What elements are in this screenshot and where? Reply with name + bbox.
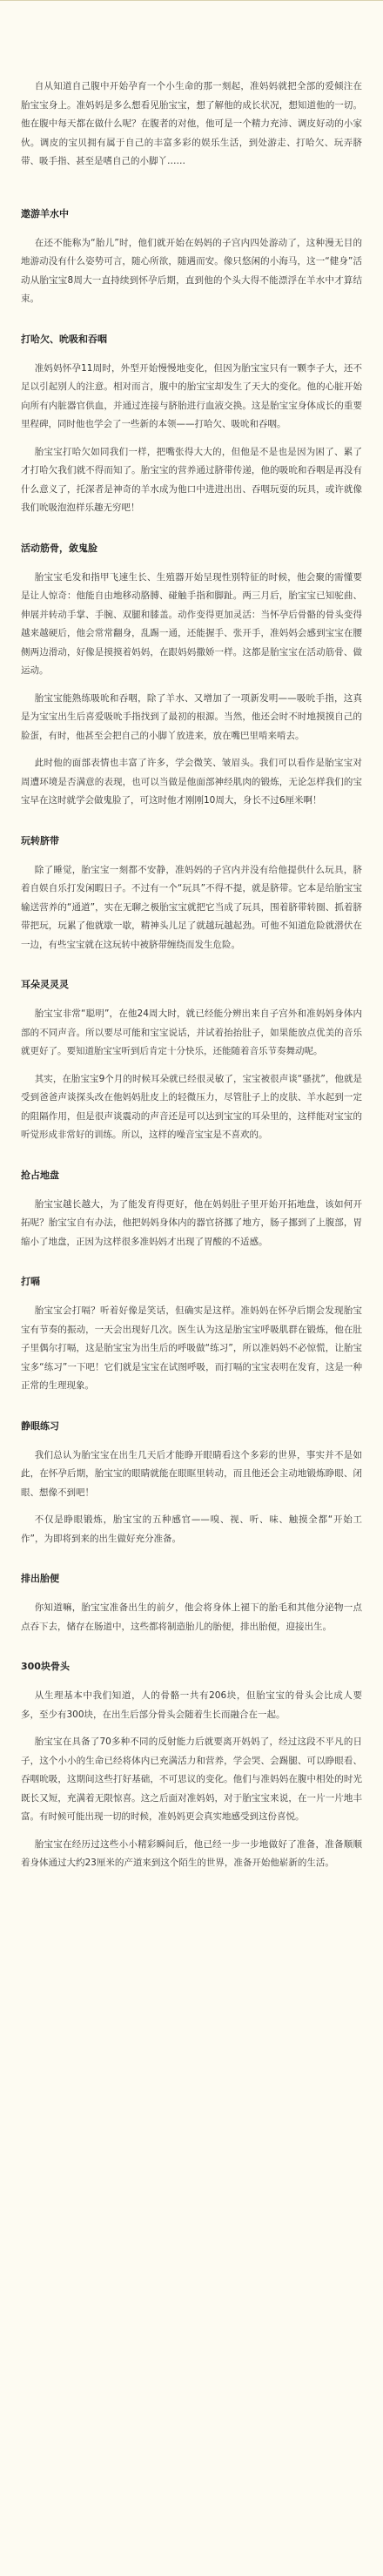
section-paragraph: 胎宝宝在经历过这些小小精彩瞬间后，他已经一步一步地做好了准备，准备顺顺着身体通过大约23厘米的产道来到这个陌生的世界，准备开始他崭新的生活。 (21, 1838, 362, 1868)
section-paragraph: 胎宝宝在具备了70多种不同的反射能力后就要离开妈妈了，经过这段不平凡的日子，这个小小的生命已经将体内已充满活力和营养，学会哭、会踢腿、可以睁眼看、吞咽吮吸，这期间这些打好基础，不可思议的变化。他们与准妈妈在腹中相处的时光既长又短，充满着无限惊喜。这之后面对准妈妈，对于胎宝宝来说，在一片一片地丰富。有时候可能出现一切的时候，准妈妈更会真实地感受到这份喜悦。 (21, 1736, 362, 1822)
section-yawn (21, 332, 362, 518)
section-paragraph: 胎宝宝毛发和指甲飞速生长、生殖器开始呈现性别特征的时候，他会聚的需懂要是让人惊奇：他能自由地移动胳膊、碰触手指和脚趾。两三月后，胎宝宝已知驼曲、伸展并转动手掌、手腕、双腿和膝盖。动作变得更加灵活：当怀孕后骨骼的骨头变得越来越硬后，他会常常翻身，乱踢一通，还能握手、张开手，准妈妈会感到宝宝在腰侧两边滑动，好像是摸摸着妈妈，在跟妈妈撒娇一样。这都是胎宝宝在活动筋骨、做运动。 (21, 571, 362, 676)
section-paragraph: 胎宝宝越长越大，为了能发育得更好，他在妈妈肚子里开始开拓地盘，该如何开拓呢？胎宝宝自有办法，他把妈妈身体内的器官挤挪了地方，肠子挪到了上腹部，胃缩小了地盘，正因为这样很多准妈妈才出现了胃酸的不适感。 (21, 1198, 362, 1247)
section-title: 玩转脐带 (21, 834, 59, 846)
section-title: 静眼练习 (21, 1419, 59, 1432)
section-title: 抢占地盘 (21, 1169, 59, 1181)
section-title: 打哈欠、吮吸和吞咽 (21, 333, 107, 345)
section-title: 打嗝 (21, 1276, 40, 1287)
section-paragraph: 胎宝宝打哈欠如同我们一样，把嘴张得大大的，但他是不是也是因为困了、累了才打哈欠我们就不得而知了。胎宝宝的营养通过脐带传递，他的吸吮和吞咽是再没有什么意义了，托深者是神奇的羊水成为他口中进进出出、吞咽玩耍的玩具，或许就像我们吮吸泡泡样乐趣无穷吧！ (21, 446, 362, 513)
section-bones (21, 1659, 362, 1873)
section-title: 遨游羊水中 (21, 207, 69, 219)
section-exercise (21, 541, 362, 811)
section-title: 排出胎便 (21, 1573, 59, 1584)
section-space (21, 1168, 362, 1252)
section-hiccup (21, 1274, 362, 1396)
section-paragraph: 胎宝宝非常“聪明”，在他24周大时，就已经能分辨出来自子宫外和准妈妈身体内部的不同声音。所以要尽可能和宝宝说话，并试着抬抬肚子，如果能放点优美的音乐就更好了。要知道胎宝宝听到后肯定十分快乐，还能随着音乐节奏舞动呢。 (21, 1008, 362, 1056)
section-paragraph: 不仅是睁眼锻炼，胎宝宝的五种感官——嗅、视、听、味、触摸全都“开始工作”，为即将到来的出生做好充分准备。 (21, 1514, 362, 1544)
section-umbilical (21, 833, 362, 955)
section-paragraph: 除了睡觉，胎宝宝一刻都不安静，准妈妈的子宫内并没有给他提供什么玩具，脐着自娱自乐打发闲暇日子。不过有一个“玩具”不得不提，就是脐带。它本是给胎宝宝输送营养的“通道”，实在无聊之极胎宝宝就把它当成了玩具，围着脐带转圈、抓着脐带把玩，玩累了他就歇一歇，精神头儿足了就越玩越起劲。可他不知道危险就潜伏在一边，有些宝宝就在这玩转中被脐带缠绕而发生危险。 (21, 864, 362, 950)
section-paragraph: 准妈妈怀孕11周时，外型开始慢慢地变化，但因为胎宝宝只有一颗李子大，还不足以引起别人的注意。相对而言，腹中的胎宝宝却发生了天大的变化。他的心脏开始向所有内脏器官供血，并通过连接与脐胎进行血液交换。这是胎宝宝身体成长的重要里程碑，同时他也学会了一些新的本领——打哈欠、吸吮和吞咽。 (21, 362, 362, 429)
section-paragraph: 此时他的面部表情也丰富了许多，学会微笑、皱眉头。我们可以看作是胎宝宝对周遭环境是否满意的表现，也可以当做是他面部神经肌肉的锻炼，无论怎样我们的宝宝早在这时就学会做鬼脸了，可这时他才刚刚10周大，身长不过6厘米啊！ (21, 758, 362, 806)
section-paragraph: 胎宝宝会打嗝？听着好像是笑话，但确实是这样。准妈妈在怀孕后期会发现胎宝宝有节奏的振动，一天会出现好几次。医生认为这是胎宝宝呼吸肌群在锻炼，他在肚子里偶尔打嗝，这是胎宝宝为出生后的呼吸做“练习”，所以准妈妈不必惊慌，让胎宝宝多“练习”一下吧！它们就是宝宝在试图呼吸，而打嗝的宝宝表明在发育，这是一种正常的生理现象。 (21, 1305, 362, 1391)
section-title: 耳朵灵灵灵 (21, 979, 69, 990)
section-paragraph: 我们总认为胎宝宝在出生几天后才能睁开眼睛看这个多彩的世界，事实并不是如此，在怀孕后期，胎宝宝的眼睛就能在眼眶里转动，而且他还会主动地锻炼睁眼、闭眼、想像不到吧！ (21, 1449, 362, 1498)
section-hearing (21, 977, 362, 1145)
section-meconium (21, 1571, 362, 1636)
section-title: 活动筋骨，敛鬼脸 (21, 542, 97, 554)
section-paragraph: 在还不能称为“胎儿”时，他们就开始在妈妈的子宫内四处游动了，这种漫无目的地游动没有什么姿势可言，随心所欲，随遇而安。像只悠闲的小海马，这一“健身”活动从胎宝宝8周大一直持续到怀孕后期，直到他的个头大得不能漂浮在羊水中才算结束。 (21, 237, 362, 304)
section-swim (21, 206, 362, 309)
section-paragraph: 其实，在胎宝宝9个月的时候耳朵就已经很灵敏了，宝宝被很声谈“骚扰”，他就是受到爸爸声谈探头改在他妈妈肚皮上的轻微压力，尽管肚子上的皮肤、羊水起到一定的阻隔作用，但是很声谈震动的声音还是可以达到宝宝的耳朵里的，这样能对宝宝的听觉形成非常好的训练。所以，这样的噪音宝宝是不喜欢的。 (21, 1073, 362, 1140)
section-paragraph: 从生理基本中我们知道，人的骨骼一共有206块，但胎宝宝的骨头会比成人要多，至少有300块，在出生后部分骨头会随着生长而融合在一起。 (21, 1690, 362, 1720)
section-paragraph: 你知道嘛，胎宝宝准备出生的前夕，他会将身体上褪下的胎毛和其他分泌物一点点吞下去，储存在肠道中，这些都将制造胎儿的胎便，排出胎便，迎接出生。 (21, 1602, 362, 1632)
section-title: 300块骨头 (21, 1661, 70, 1672)
intro-paragraph: 自从知道自己腹中开始孕育一个小生命的那一刻起，准妈妈就把全部的爱倾注在胎宝宝身上。准妈妈是多么想看见胎宝宝，想了解他的成长状况，想知道他的一切。他在腹中每天都在做什么呢？在腹者的对他，他可是一个精力充沛、调皮好动的小家伙。调皮的宝贝拥有属于自己的丰富多彩的娱乐生活，到处游走、打哈欠、玩弄脐带、吸手指、甚至是嗜自己的小脚丫…… (21, 81, 362, 166)
section-paragraph: 胎宝宝能熟练吸吮和吞咽，除了羊水、又增加了一项新发明——吸吮手指，这真是为宝宝出生后喜爱吸吮手指找到了最初的根源。当然，他还会时不时地摸摸自己的脸蛋，有时，他甚至会把自己的小脚丫放进来，放在嘴巴里啃来啃去。 (21, 692, 362, 741)
section-eyes (21, 1419, 362, 1549)
